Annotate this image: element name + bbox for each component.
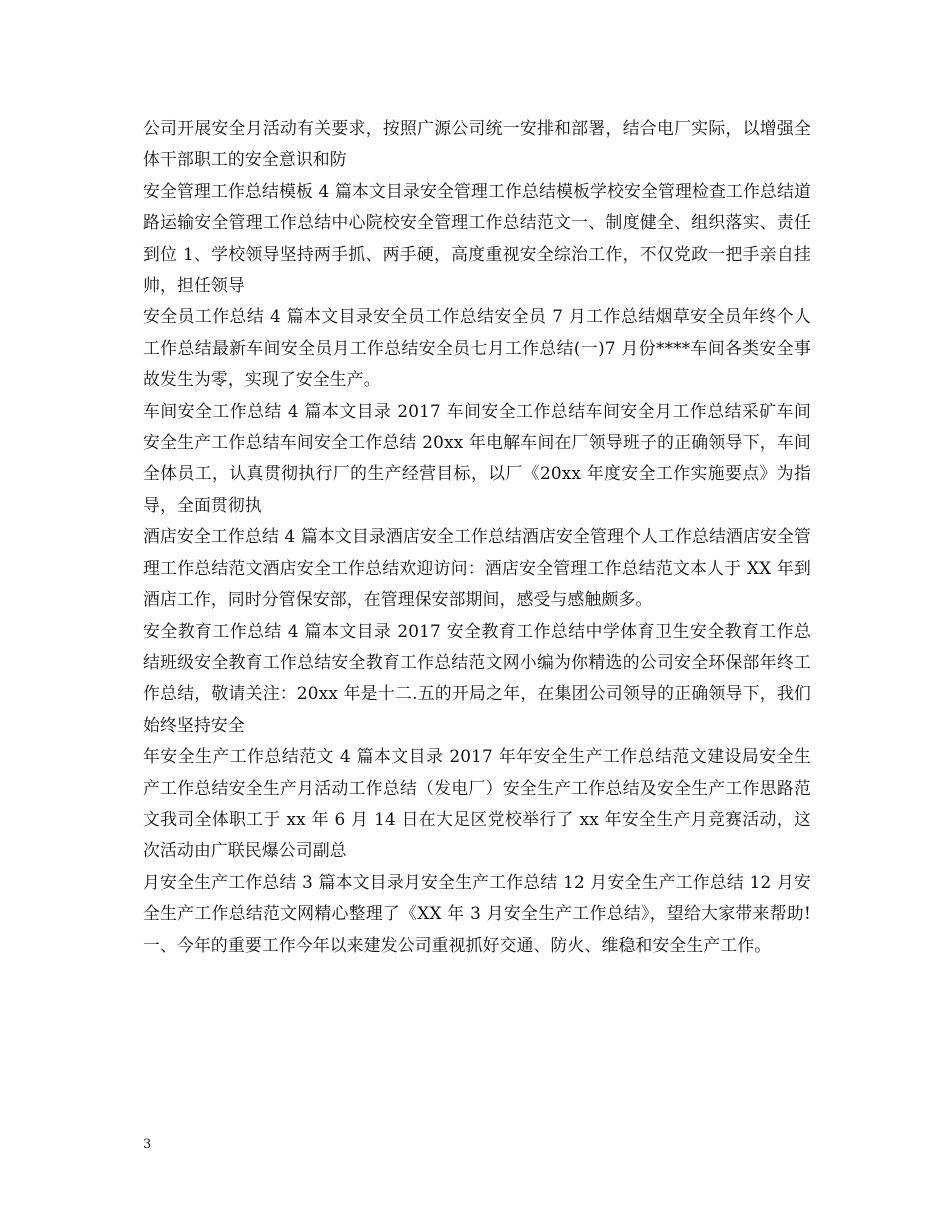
document-body	[143, 113, 811, 961]
paragraph-1: 公司开展安全月活动有关要求，按照广源公司统一安排和部署，结合电厂实际，以增强全体干部职工的安全意识和防	[143, 118, 811, 170]
page-number: 3	[143, 1137, 152, 1152]
paragraph-6: 安全教育工作总结 4 篇本文目录 2017 安全教育工作总结中学体育卫生安全教育工作总结班级安全教育工作总结安全教育工作总结范文网小编为你精选的公司安全环保部年终工作总结，敬请关注：20xx 年是十二.五的开局之年，在集团公司领导的正确领导下，我们始终坚持安全	[143, 620, 811, 735]
paragraph-3: 安全员工作总结 4 篇本文目录安全员工作总结安全员 7 月工作总结烟草安全员年终个人工作总结最新车间安全员月工作总结安全员七月工作总结(一)7 月份****车间各类安全事故发生为零，实现了安全生产。	[143, 306, 811, 390]
paragraph-4: 车间安全工作总结 4 篇本文目录 2017 车间安全工作总结车间安全月工作总结采矿车间安全生产工作总结车间安全工作总结 20xx 年电解车间在厂领导班子的正确领导下，车间全体员工，认真贯彻执行厂的生产经营目标，以厂《20xx 年度安全工作实施要点》为指导，全面贯彻执	[143, 400, 811, 515]
paragraph-8: 月安全生产工作总结 3 篇本文目录月安全生产工作总结 12 月安全生产工作总结 12 月安全生产工作总结范文网精心整理了《XX 年 3 月安全生产工作总结》，望给大家带来帮助!一、今年的重要工作今年以来建发公司重视抓好交通、防火、维稳和安全生产工作。	[143, 871, 811, 955]
paragraph-7: 年安全生产工作总结范文 4 篇本文目录 2017 年年安全生产工作总结范文建设局安全生产工作总结安全生产月活动工作总结（发电厂）安全生产工作总结及安全生产工作思路范文我司全体职工于 xx 年 6 月 14 日在大足区党校举行了 xx 年安全生产月竞赛活动，这次活动由广联民爆公司副总	[143, 746, 811, 861]
paragraph-5: 酒店安全工作总结 4 篇本文目录酒店安全工作总结酒店安全管理个人工作总结酒店安全管理工作总结范文酒店安全工作总结欢迎访问：酒店安全管理工作总结范文本人于 XX 年到酒店工作，同时分管保安部，在管理保安部期间，感受与感触颇多。	[143, 526, 811, 610]
paragraph-2: 安全管理工作总结模板 4 篇本文目录安全管理工作总结模板学校安全管理检查工作总结道路运输安全管理工作总结中心院校安全管理工作总结范文一、制度健全、组织落实、责任到位 1、学校领导坚持两手抓、两手硬，高度重视安全综治工作，不仅党政一把手亲自挂帅，担任领导	[143, 180, 811, 296]
